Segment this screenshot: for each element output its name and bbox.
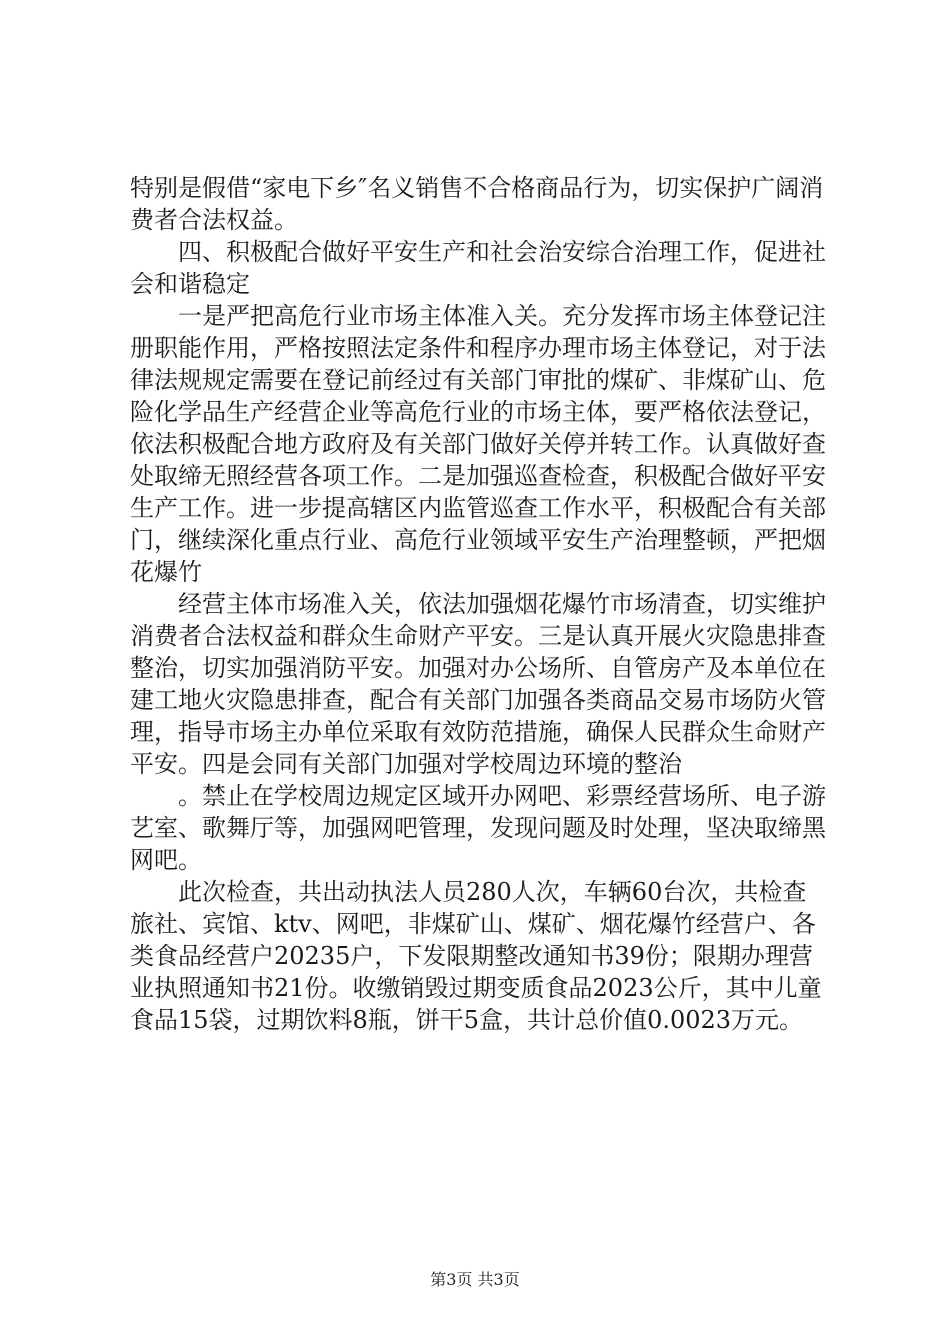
paragraph-school-environment: 。禁止在学校周边规定区域开办网吧、彩票经营场所、电子游艺室、歌舞厅等，加强网吧管理，发现问题及时处理，坚决取缔黑网吧。	[130, 782, 826, 874]
document-body	[130, 172, 830, 1036]
paragraph-inspection-summary: 此次检查，共出动执法人员280人次，车辆60台次，共检查旅社、宾馆、ktv、网吧，非煤矿山、煤矿、烟花爆竹经营户、各类食品经营户20235户，下发限期整改通知书39份；限期办理营业执照通知书21份。收缴销毁过期变质食品2023公斤，其中儿童食品15袋，过期饮料8瓶，饼干5盒，共计总价值0.0023万元。	[130, 878, 822, 1034]
paragraph-high-risk-industry: 一是严把高危行业市场主体准入关。充分发挥市场主体登记注册职能作用，严格按照法定条件和程序办理市场主体登记，对于法律法规规定需要在登记前经过有关部门审批的煤矿、非煤矿山、危险化学品生产经营企业等高危行业的市场主体，要严格依法登记，依法积极配合地方政府及有关部门做好关停并转工作。认真做好查处取缔无照经营各项工作。二是加强巡查检查，积极配合做好平安生产工作。进一步提高辖区内监管巡查工作水平，积极配合有关部门，继续深化重点行业、高危行业领域平安生产治理整顿，严把烟花爆竹	[130, 302, 826, 586]
paragraph-fire-safety: 经营主体市场准入关，依法加强烟花爆竹市场清查，切实维护消费者合法权益和群众生命财产平安。三是认真开展火灾隐患排查整治，切实加强消防平安。加强对办公场所、自管房产及本单位在建工地火灾隐患排查，配合有关部门加强各类商品交易市场防火管理，指导市场主办单位采取有效防范措施，确保人民群众生命财产平安。四是会同有关部门加强对学校周边环境的整治	[130, 590, 826, 778]
section-heading-4: 四、积极配合做好平安生产和社会治安综合治理工作，促进社会和谐稳定	[130, 238, 826, 298]
page-number-footer: 第3页 共3页	[430, 1270, 520, 1289]
paragraph-continuation: 特别是假借“家电下乡″名义销售不合格商品行为，切实保护广阔消费者合法权益。	[130, 174, 824, 234]
